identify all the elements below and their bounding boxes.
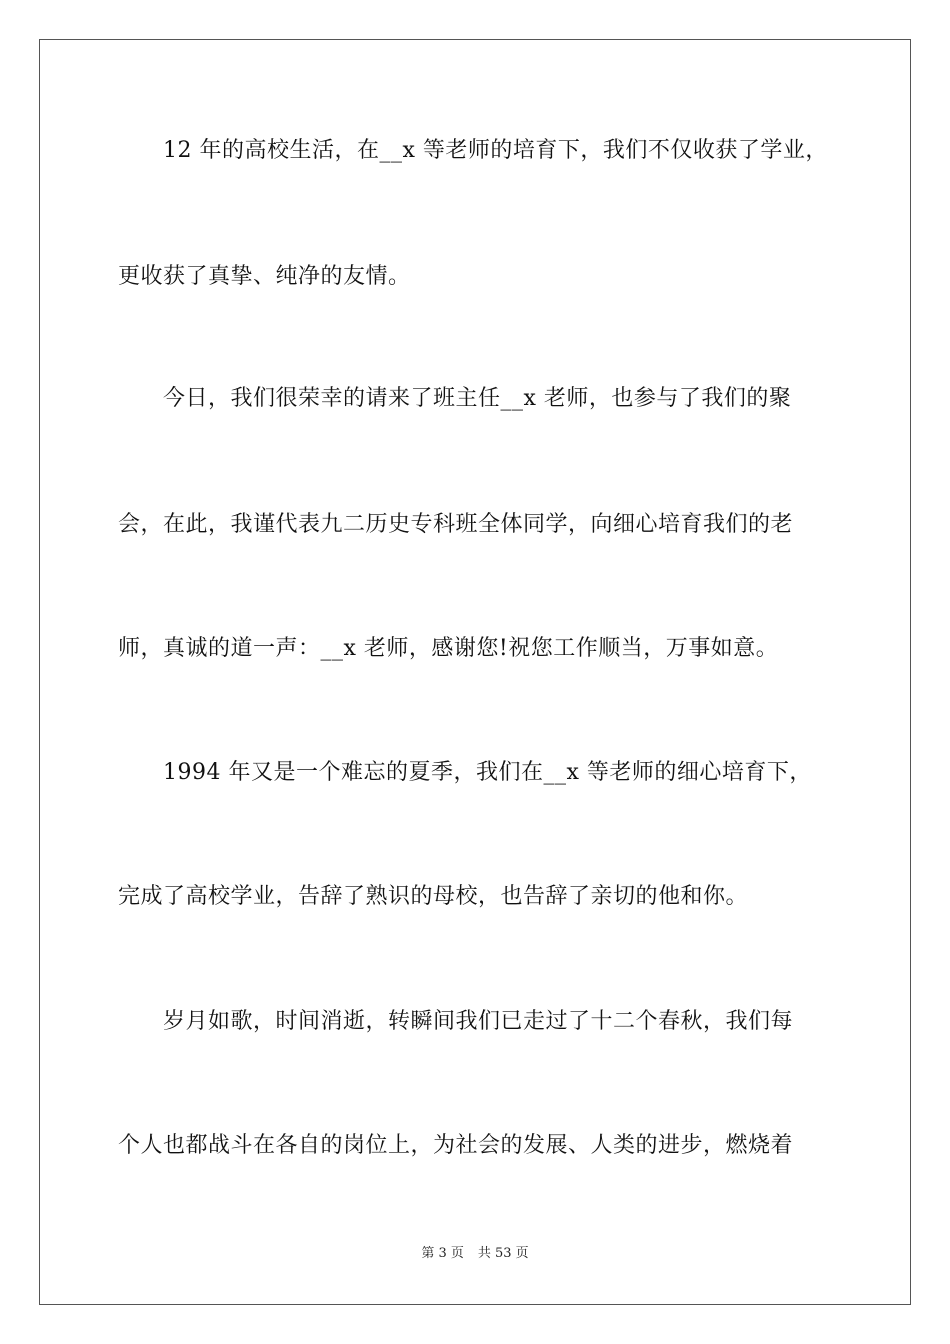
page-footer <box>0 1245 950 1263</box>
paragraph-line: 今日，我们很荣幸的请来了班主任__x 老师，也参与了我们的聚 <box>163 386 792 411</box>
paragraph-line: 完成了高校学业，告辞了熟识的母校，也告辞了亲切的他和你。 <box>118 884 749 909</box>
paragraph-line: 更收获了真挚、纯净的友情。 <box>118 264 411 289</box>
page-total: 共 53 页 <box>477 1246 529 1261</box>
paragraph-line: 12 年的高校生活，在__x 等老师的培育下，我们不仅收获了学业， <box>163 138 828 163</box>
paragraph-line: 1994 年又是一个难忘的夏季，我们在__x 等老师的细心培育下， <box>163 760 812 785</box>
paragraph-line: 师，真诚的道一声：__x 老师，感谢您!祝您工作顺当，万事如意。 <box>118 636 779 661</box>
page-number: 第 3 页 <box>421 1246 464 1261</box>
page-border <box>39 39 911 1305</box>
paragraph-line: 个人也都战斗在各自的岗位上，为社会的发展、人类的进步，燃烧着 <box>118 1133 794 1158</box>
paragraph-line: 岁月如歌，时间消逝，转瞬间我们已走过了十二个春秋，我们每 <box>163 1009 794 1034</box>
paragraph-line: 会，在此，我谨代表九二历史专科班全体同学，向细心培育我们的老 <box>118 512 794 537</box>
